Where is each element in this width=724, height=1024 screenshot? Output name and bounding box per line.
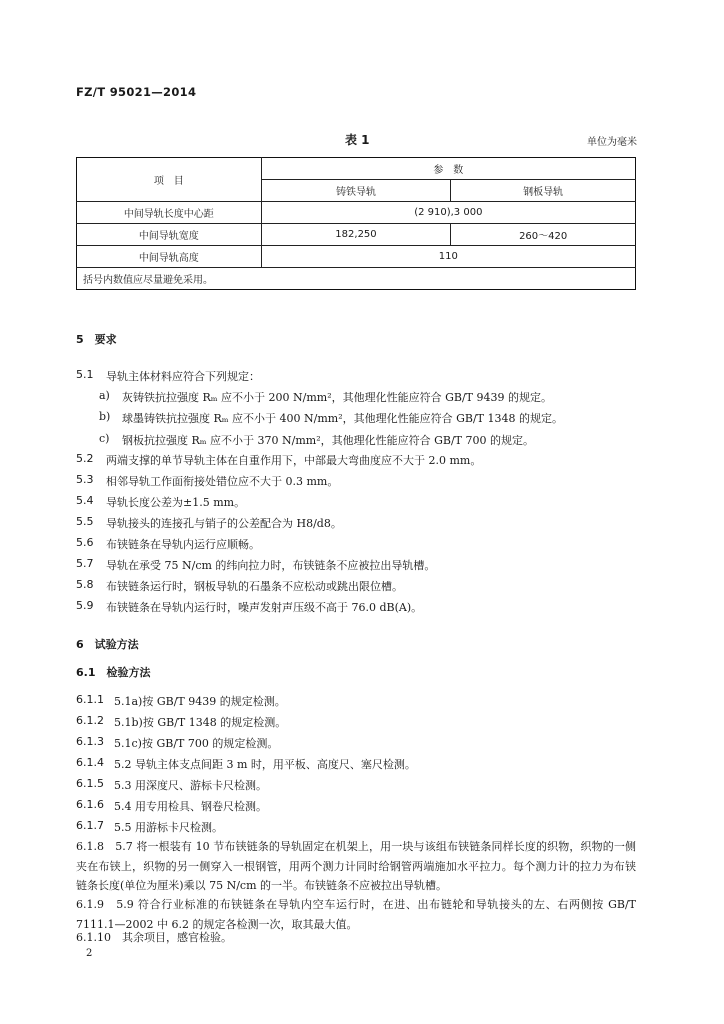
list-item: 灰铸铁抗拉强度 Rₘ 应不小于 200 N/mm²，其他理化性能应符合 GB/T 9439 的规定。 <box>122 391 553 404</box>
clause-text: 导轨长度公差为±1.5 mm。 <box>106 496 246 509</box>
header-steel: 钢板导轨 <box>451 180 636 202</box>
subsection-6-1-title: 6.1 检验方法 <box>76 666 151 679</box>
clause-text: 5.1c)按 GB/T 700 的规定检测。 <box>114 737 279 750</box>
clause-number: 5.9 <box>76 599 94 612</box>
clause-text: 相邻导轨工作面衔接处错位应不大于 0.3 mm。 <box>106 475 339 488</box>
clause-number: 6.1.3 <box>76 735 104 748</box>
header-params: 参 数 <box>261 158 635 180</box>
table-unit: 单位为毫米 <box>587 137 637 148</box>
clause-text: 布铗链条在导轨内运行应顺畅。 <box>106 538 260 551</box>
clause-text: 布铗链条运行时，钢板导轨的石墨条不应松动或跳出限位槽。 <box>106 580 403 593</box>
row-label: 中间导轨宽度 <box>77 224 262 246</box>
clause-text: 导轨在承受 75 N/cm 的纬向拉力时，布铗链条不应被拉出导轨槽。 <box>106 559 436 572</box>
clause-text: 5.4 用专用检具、钢卷尺检测。 <box>114 800 267 813</box>
table-row <box>77 202 636 224</box>
clause-number: 5.4 <box>76 494 94 507</box>
list-item: 钢板抗拉强度 Rₘ 应不小于 370 N/mm²，其他理化性能应符合 GB/T 700 的规定。 <box>122 434 535 447</box>
clause-number: 5.1 <box>76 368 94 381</box>
clause-number: 6.1.6 <box>76 798 104 811</box>
clause-number: 5.2 <box>76 452 94 465</box>
row-label: 中间导轨长度中心距 <box>77 202 262 224</box>
section-5-title: 5 要求 <box>76 333 117 346</box>
spec-table <box>76 157 636 290</box>
clause-number: 6.1.4 <box>76 756 104 769</box>
standard-code: FZ/T 95021—2014 <box>76 85 197 99</box>
clause-text: 5.1a)按 GB/T 9439 的规定检测。 <box>114 695 286 708</box>
header-item: 项 目 <box>77 158 262 202</box>
clause-text: 布铗链条在导轨内运行时，噪声发射声压级不高于 76.0 dB(A)。 <box>106 601 423 614</box>
table-title: 表 1 <box>345 133 370 147</box>
paragraph-6-1-8: 6.1.8 5.7 将一根装有 10 节布铗链条的导轨固定在机架上，用一块与该组布铗链条同样长度的织物，织物的一侧夹在布铗上，织物的另一侧穿入一根钢管，用两个测力计同时给钢管两端施加水平拉力。每个测力计的拉力为布铗链条长度(单位为厘米)乘以 75 N/cm 的一半。布铗链条不应被拉出导轨槽。 <box>76 840 636 892</box>
row-value-steel: 260～420 <box>451 224 636 246</box>
clause-number: 5.7 <box>76 557 94 570</box>
list-marker: c) <box>99 432 110 445</box>
clause-number: 6.1.1 <box>76 693 104 706</box>
table-row <box>77 224 636 246</box>
clause-number: 6.1.2 <box>76 714 104 727</box>
clause-text: 5.2 导轨主体支点间距 3 m 时，用平板、高度尺、塞尺检测。 <box>114 758 416 771</box>
paragraph-6-1-9: 6.1.9 5.9 符合行业标准的布铗链条在导轨内空车运行时，在进、出布链轮和导轨接头的左、右两侧按 GB/T 7111.1—2002 中 6.2 的规定各检测一次，取其最大值。 <box>76 898 636 931</box>
clause-text: 导轨主体材料应符合下列规定： <box>106 370 260 383</box>
clause-text: 5.3 用深度尺、游标卡尺检测。 <box>114 779 267 792</box>
clause-number: 5.5 <box>76 515 94 528</box>
clause-text: 5.5 用游标卡尺检测。 <box>114 821 223 834</box>
list-marker: a) <box>99 389 110 402</box>
clause-number: 5.6 <box>76 536 94 549</box>
clause-number: 5.3 <box>76 473 94 486</box>
row-value: (2 910),3 000 <box>261 202 635 224</box>
clause-text: 导轨接头的连接孔与销子的公差配合为 H8/d8。 <box>106 517 342 530</box>
table-note: 括号内数值应尽量避免采用。 <box>77 268 636 290</box>
list-marker: b) <box>99 410 111 423</box>
list-item: 球墨铸铁抗拉强度 Rₘ 应不小于 400 N/mm²，其他理化性能应符合 GB/T 1348 的规定。 <box>122 412 564 425</box>
clause-number: 6.1.7 <box>76 819 104 832</box>
header-cast: 铸铁导轨 <box>261 180 451 202</box>
table-row <box>77 246 636 268</box>
row-value-cast: 182,250 <box>261 224 451 246</box>
clause-text: 5.1b)按 GB/T 1348 的规定检测。 <box>114 716 287 729</box>
paragraph-6-1-10: 6.1.10 其余项目，感官检验。 <box>76 931 232 944</box>
clause-number: 6.1.5 <box>76 777 104 790</box>
page-number: 2 <box>86 948 93 959</box>
row-label: 中间导轨高度 <box>77 246 262 268</box>
clause-text: 两端支撑的单节导轨主体在自重作用下，中部最大弯曲度应不大于 2.0 mm。 <box>106 454 482 467</box>
section-6-title: 6 试验方法 <box>76 638 139 651</box>
row-value: 110 <box>261 246 635 268</box>
clause-number: 5.8 <box>76 578 94 591</box>
